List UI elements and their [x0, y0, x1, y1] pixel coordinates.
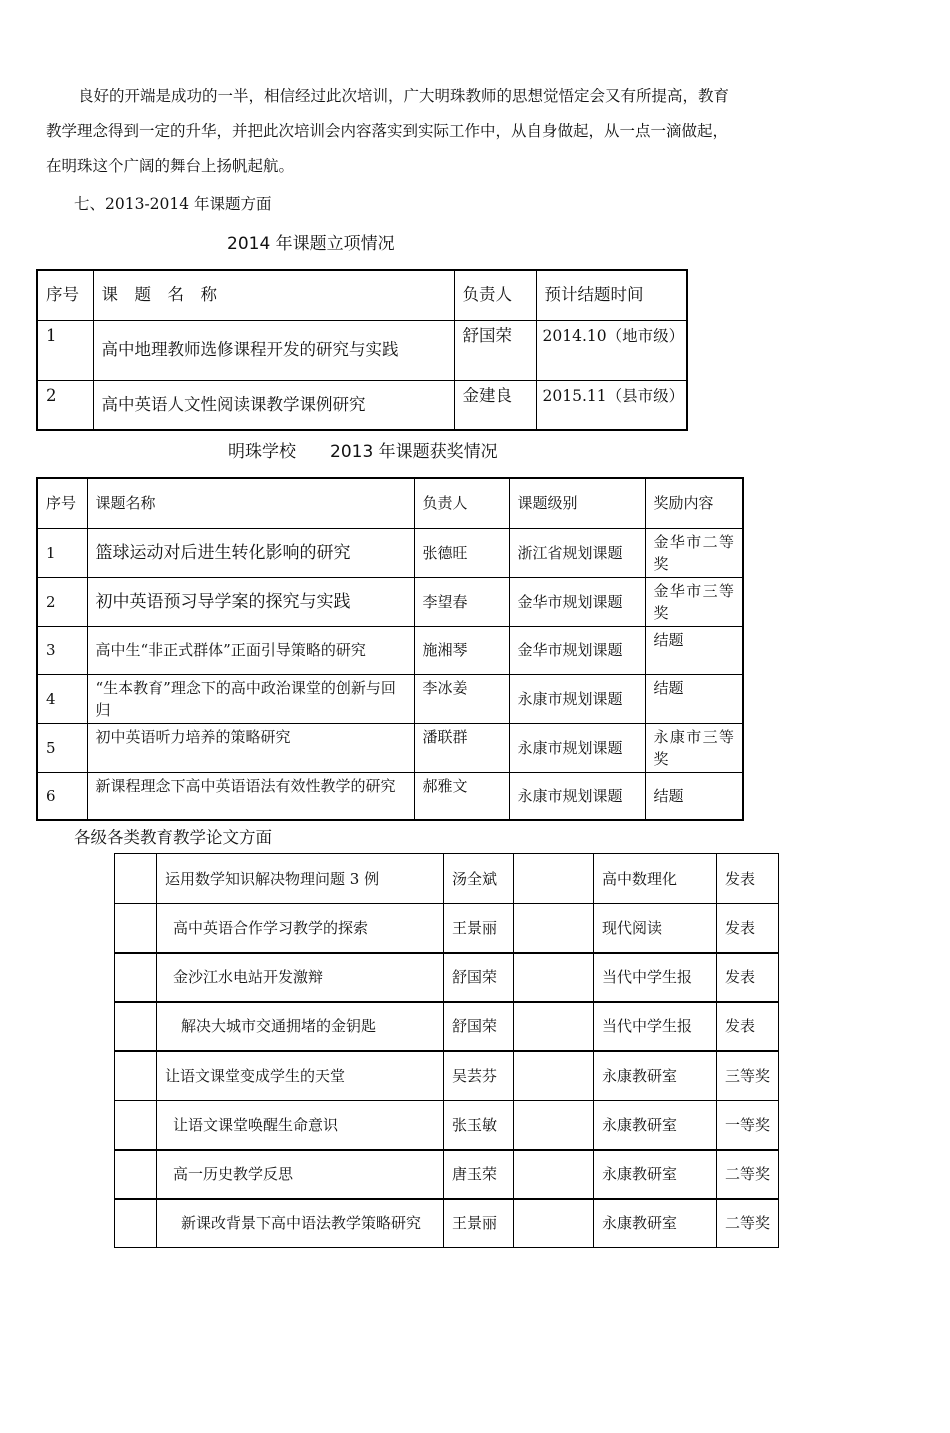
table2-caption-right: 2013 年课题获奖情况 [330, 442, 498, 462]
paper-author: 舒国荣 [444, 1002, 514, 1051]
project-leader: 舒国荣 [454, 320, 536, 380]
header-cell: 奖励内容 [645, 478, 743, 528]
paper-author: 王景丽 [444, 1199, 514, 1248]
publication: 当代中学生报 [594, 1002, 717, 1051]
blank-cell [115, 904, 157, 953]
blank-cell [115, 1101, 157, 1150]
project-level: 永康市规划课题 [509, 772, 645, 820]
project-leader: 张德旺 [414, 528, 509, 577]
paper-result: 二等奖 [717, 1150, 779, 1199]
blank-cell [115, 1150, 157, 1199]
section-heading: 七、2013-2014 年课题方面 [74, 195, 272, 213]
paper-title: 让语文课堂唤醒生命意识 [157, 1101, 444, 1150]
table-row [37, 772, 743, 820]
intro-line-2: 教学理念得到一定的升华，并把此次培训会内容落实到实际工作中，从自身做起，从一点一滴做起， [46, 122, 729, 140]
award: 永康市三等奖 [645, 723, 743, 772]
project-name: 篮球运动对后进生转化影响的研究 [87, 528, 414, 577]
paper-result: 发表 [717, 953, 779, 1002]
publication: 永康教研室 [594, 1051, 717, 1101]
project-leader: 李冰姜 [414, 674, 509, 723]
header-cell: 序号 [37, 478, 87, 528]
paper-result: 一等奖 [717, 1101, 779, 1150]
paper-title: 金沙江水电站开发激辩 [157, 953, 444, 1002]
award: 结题 [645, 626, 743, 674]
header-cell: 负责人 [454, 270, 536, 320]
project-deadline: 2015.11（县市级） [536, 380, 687, 430]
project-level: 金华市规划课题 [509, 577, 645, 626]
project-name: 高中地理教师选修课程开发的研究与实践 [93, 320, 454, 380]
row-number: 2 [37, 577, 87, 626]
award: 金华市二等奖 [645, 528, 743, 577]
project-leader: 潘联群 [414, 723, 509, 772]
project-level: 永康市规划课题 [509, 674, 645, 723]
award: 结题 [645, 674, 743, 723]
paper-author: 王景丽 [444, 904, 514, 953]
row-number: 6 [37, 772, 87, 820]
paper-result: 三等奖 [717, 1051, 779, 1101]
table-row [37, 626, 743, 674]
paper-result: 发表 [717, 904, 779, 953]
award: 结题 [645, 772, 743, 820]
row-number: 5 [37, 723, 87, 772]
table-row [115, 904, 779, 953]
project-leader: 郝雅文 [414, 772, 509, 820]
paper-title: 新课改背景下高中语法教学策略研究 [157, 1199, 444, 1248]
project-leader: 李望春 [414, 577, 509, 626]
table-row [37, 723, 743, 772]
publication: 高中数理化 [594, 854, 717, 904]
row-number: 4 [37, 674, 87, 723]
intro-line-1: 良好的开端是成功的一半，相信经过此次培训，广大明珠教师的思想觉悟定会又有所提高，教育 [78, 87, 730, 105]
project-level: 永康市规划课题 [509, 723, 645, 772]
header-cell: 序号 [37, 270, 93, 320]
paper-author: 张玉敏 [444, 1101, 514, 1150]
project-name: 新课程理念下高中英语语法有效性教学的研究 [87, 772, 414, 820]
paper-author: 吴芸芬 [444, 1051, 514, 1101]
blank-cell [514, 1199, 594, 1248]
paper-title: 解决大城市交通拥堵的金钥匙 [157, 1002, 444, 1051]
paper-author: 唐玉荣 [444, 1150, 514, 1199]
project-level: 浙江省规划课题 [509, 528, 645, 577]
blank-cell [514, 904, 594, 953]
blank-cell [514, 953, 594, 1002]
project-name: 初中英语听力培养的策略研究 [87, 723, 414, 772]
table1-caption: 2014 年课题立项情况 [227, 234, 395, 254]
intro-paragraph [46, 79, 866, 184]
project-leader: 施湘琴 [414, 626, 509, 674]
paper-title: 运用数学知识解决物理问题 3 例 [157, 854, 444, 904]
paper-result: 发表 [717, 854, 779, 904]
header-cell: 预计结题时间 [536, 270, 687, 320]
paper-title: 高中英语合作学习教学的探索 [157, 904, 444, 953]
table-header-row [37, 270, 687, 320]
header-cell: 课 题 名 称 [93, 270, 454, 320]
publication: 永康教研室 [594, 1101, 717, 1150]
paper-title: 高一历史教学反思 [157, 1150, 444, 1199]
blank-cell [115, 1051, 157, 1101]
research-projects-2014-table [36, 269, 688, 431]
project-name: 高中生“非正式群体”正面引导策略的研究 [87, 626, 414, 674]
project-name: 高中英语人文性阅读课教学课例研究 [93, 380, 454, 430]
table-row [115, 1101, 779, 1150]
row-number: 1 [37, 320, 93, 380]
blank-cell [514, 1101, 594, 1150]
table-row [37, 674, 743, 723]
research-awards-2013-table [36, 477, 744, 821]
row-number: 3 [37, 626, 87, 674]
blank-cell [115, 1002, 157, 1051]
award: 金华市三等奖 [645, 577, 743, 626]
table-row [37, 528, 743, 577]
table-row [115, 953, 779, 1002]
blank-cell [115, 1199, 157, 1248]
project-level: 金华市规划课题 [509, 626, 645, 674]
table-row [115, 1002, 779, 1051]
intro-line-3: 在明珠这个广阔的舞台上扬帆起航。 [46, 157, 295, 175]
papers-table [114, 853, 779, 1248]
publication: 永康教研室 [594, 1199, 717, 1248]
table-row [37, 577, 743, 626]
blank-cell [514, 1051, 594, 1101]
table-header-row [37, 478, 743, 528]
blank-cell [514, 1002, 594, 1051]
row-number: 1 [37, 528, 87, 577]
header-cell: 负责人 [414, 478, 509, 528]
header-cell: 课题名称 [87, 478, 414, 528]
blank-cell [514, 1150, 594, 1199]
table-row [37, 320, 687, 380]
project-name: 初中英语预习导学案的探究与实践 [87, 577, 414, 626]
table-row [115, 1150, 779, 1199]
publication: 现代阅读 [594, 904, 717, 953]
project-leader: 金建良 [454, 380, 536, 430]
blank-cell [115, 953, 157, 1002]
publication: 永康教研室 [594, 1150, 717, 1199]
table-row [115, 1199, 779, 1248]
paper-title: 让语文课堂变成学生的天堂 [157, 1051, 444, 1101]
paper-author: 汤全斌 [444, 854, 514, 904]
table-row [37, 380, 687, 430]
paper-author: 舒国荣 [444, 953, 514, 1002]
paper-result: 二等奖 [717, 1199, 779, 1248]
table-row [115, 1051, 779, 1101]
blank-cell [115, 854, 157, 904]
blank-cell [514, 854, 594, 904]
publication: 当代中学生报 [594, 953, 717, 1002]
project-deadline: 2014.10（地市级） [536, 320, 687, 380]
project-name: “生本教育”理念下的高中政治课堂的创新与回归 [87, 674, 414, 723]
table-row [115, 854, 779, 904]
row-number: 2 [37, 380, 93, 430]
paper-result: 发表 [717, 1002, 779, 1051]
header-cell: 课题级别 [509, 478, 645, 528]
papers-heading: 各级各类教育教学论文方面 [74, 828, 272, 847]
table2-caption-left: 明珠学校 [228, 442, 296, 462]
